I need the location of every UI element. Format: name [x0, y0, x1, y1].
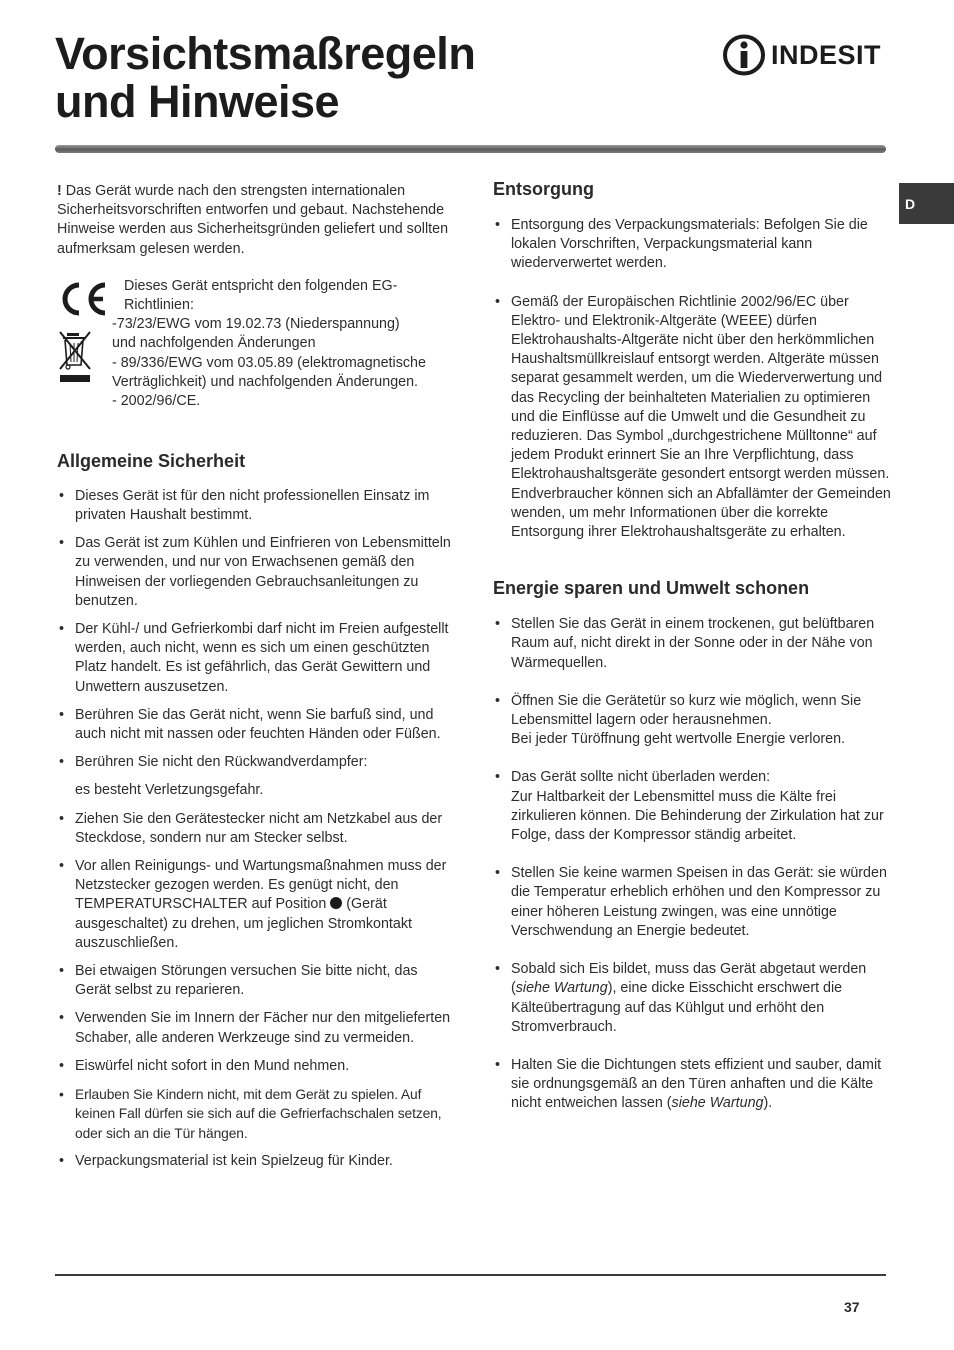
- directive-line: Richtlinien:: [124, 297, 194, 314]
- page-number: 37: [844, 1299, 860, 1315]
- disposal-heading: Entsorgung: [493, 179, 594, 199]
- general-safety-heading: Allgemeine Sicherheit: [57, 450, 246, 471]
- intro-paragraph: [57, 182, 457, 259]
- list-item: • Öffnen Sie die Gerätetür so kurz wie möglich, wenn Sie Lebensmittel lagern oder herausnehmen. Bei jeder Türöffnung geht wertvolle Energie verloren.: [495, 692, 862, 748]
- page-title: [55, 30, 475, 126]
- directive-line: - 89/336/EWG vom 03.05.89 (elektromagnetische: [112, 354, 426, 371]
- list-item: • Verpackungsmaterial ist kein Spielzeug für Kinder.: [59, 1152, 393, 1169]
- indesit-logo: [722, 34, 881, 76]
- warning-mark: !: [57, 183, 62, 199]
- directive-line: und nachfolgenden Änderungen: [112, 335, 316, 352]
- list-item: • Der Kühl-/ und Gefrierkombi darf nicht im Freien aufgestellt werden, auch nicht, wenn es sich um einen geschützten Platz handelt. Es ist gefährlich, das Gerät Gewittern und Unwettern auszusetzen.: [59, 621, 449, 695]
- list-item: • Gemäß der Europäischen Richtlinie 2002/96/EC über Elektro- und Elektronik-Altgeräte (WEEE) dürfen Elektrohaushalts-Altgeräte nicht über den herkömmlichen Haushaltsmüllkreislauf entsorgt werden. Altgeräte müssen separat gesammelt werden, um die Wiederverwertung und das Recycling der beinhalteten Materialien zu optimieren und die Einflüsse auf die Umwelt und die Gesundheit zu reduzieren. Das Symbol „durchgestrichene Mülltonne“ auf jedem Produkt erinnert Sie an Ihre Verpflichtung, dass Elektrohaushaltsgeräte gesondert entsorgt werden müssen. Endverbraucher können sich an Abfallämter der Gemeinden wenden, um mehr Informationen über die korrekte Entsorgung ihrer Elektrohaushaltsgeräte zu erhalten.: [495, 293, 891, 541]
- right-column: [493, 179, 893, 1114]
- list-item: • Entsorgung des Verpackungsmaterials: Befolgen Sie die lokalen Vorschriften, Verpackungsmaterial kann wiederverwertet werden.: [495, 217, 868, 272]
- intro-text: Das Gerät wurde nach den strengsten internationalen Sicherheitsvorschriften entworfen und gebaut. Nachstehende Hinweise werden aus Sicherheitsgründen geliefert und sollten aufmerksam gelesen werden.: [57, 183, 449, 257]
- list-item: • Sobald sich Eis bildet, muss das Gerät abgetaut werden (siehe Wartung), eine dicke Eisschicht erschwert die Kälteübertragung auf das Kühlgut und erhöht den Stromverbrauch.: [495, 961, 867, 1035]
- page-title-line1: Vorsichtsmaßregeln: [55, 28, 476, 79]
- directives-text: [57, 277, 457, 411]
- list-item: • Stellen Sie das Gerät in einem trockenen, gut belüftbaren Raum auf, nicht direkt in der Sonne oder in der Nähe von Wärmequellen.: [495, 616, 875, 671]
- list-item: • Erlauben Sie Kindern nicht, mit dem Gerät zu spielen. Auf keinen Fall dürfen sie sich auf die Gefrierfachschalen setzen, oder sich an die Tür hängen.: [59, 1087, 442, 1141]
- list-item: • Berühren Sie nicht den Rückwandverdampfer:: [59, 754, 368, 771]
- list-item: • Dieses Gerät ist für den nicht professionellen Einsatz im privaten Haushalt bestimmt.: [59, 487, 430, 524]
- list-item: • Halten Sie die Dichtungen stets effizient und sauber, damit sie ordnungsgemäß an den Türen anhaften und die Kälte nicht entweichen lassen (siehe Wartung).: [495, 1056, 882, 1112]
- general-safety-list: [57, 487, 457, 773]
- list-item: • Das Gerät ist zum Kühlen und Einfrieren von Lebensmitteln zu verwenden, und nur von Erwachsenen gemäß den Hinweisen der vorliegenden Gebrauchsanleitungen zu benutzen.: [59, 535, 451, 609]
- directive-line: -73/23/EWG vom 19.02.73 (Niederspannung): [112, 316, 400, 333]
- list-item: • Das Gerät sollte nicht überladen werden: Zur Haltbarkeit der Lebensmittel muss die Kälte frei zirkulieren können. Die Behinderung der Zirkulation hat zur Folge, dass der Kompressor ständig arbeitet.: [495, 769, 884, 844]
- directive-line: Dieses Gerät entspricht den folgenden EG-: [124, 277, 398, 294]
- disposal-list: [493, 216, 893, 542]
- header-divider: [55, 145, 886, 153]
- language-tab: D: [899, 183, 954, 224]
- indesit-i-logo-icon: [722, 34, 766, 76]
- list-item: • Vor allen Reinigungs- und Wartungsmaßnahmen muss der Netzstecker gezogen werden. Es genügt nicht, den TEMPERATURSCHALTER auf Position (Gerät ausgeschaltet) zu drehen, um jeglichen Stromkontakt auszuschließen.: [59, 858, 447, 951]
- list-item: • Eiswürfel nicht sofort in den Mund nehmen.: [59, 1057, 350, 1074]
- general-safety-list-continued: [57, 810, 457, 1171]
- page-title-line2: und Hinweise: [55, 76, 340, 127]
- position-off-symbol: [330, 897, 342, 909]
- list-item: • Verwenden Sie im Innern der Fächer nur den mitgelieferten Schaber, alle anderen Werkzeuge sind zu vermeiden.: [59, 1010, 451, 1046]
- logo-wordmark: INDESIT: [771, 39, 882, 70]
- directive-line: Verträglichkeit) und nachfolgenden Änderungen.: [112, 373, 419, 390]
- directives-block: [57, 277, 457, 412]
- left-column: [57, 182, 457, 1171]
- list-item: • Stellen Sie keine warmen Speisen in das Gerät: sie würden die Temperatur erheblich erhöhen und den Kompressor zu einer höheren Leistung zwingen, was eine unnötige Verschwendung an Energie bedeutet.: [495, 865, 887, 939]
- energy-heading: Energie sparen und Umwelt schonen: [493, 578, 810, 599]
- list-item: • Ziehen Sie den Gerätestecker nicht am Netzkabel aus der Steckdose, sondern nur am Stecker selbst.: [59, 810, 443, 846]
- list-item: • Berühren Sie das Gerät nicht, wenn Sie barfuß sind, und auch nicht mit nassen oder feuchten Händen oder Füßen.: [59, 706, 441, 743]
- footer-divider: [55, 1274, 886, 1276]
- directive-line: - 2002/96/CE.: [112, 393, 201, 410]
- list-note: es besteht Verletzungsgefahr.: [75, 782, 264, 799]
- energy-list: [493, 615, 893, 1113]
- list-item: • Bei etwaigen Störungen versuchen Sie bitte nicht, das Gerät selbst zu reparieren.: [59, 963, 418, 999]
